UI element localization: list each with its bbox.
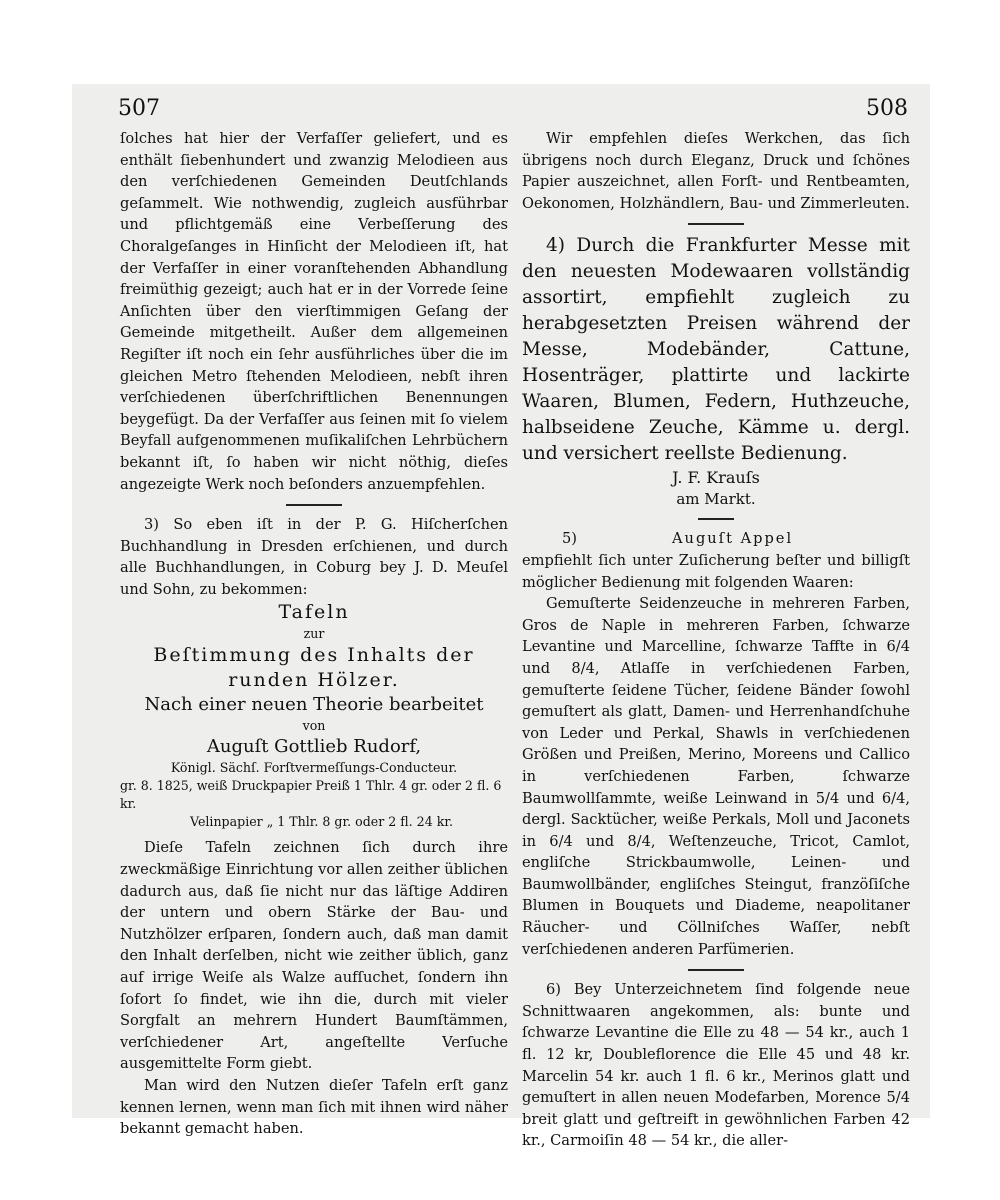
section-divider <box>286 504 342 506</box>
left-page-number: 507 <box>118 96 160 121</box>
ad4-text: 4) Durch die Frankfurter Messe mit den neuesten Modewaaren vollständig assortirt, empfiehlt zugleich zu herabgesetzten Preisen während der Messe, Modebänder, Cattune, Hosenträger, plattirte und lackirte Waaren, Blumen, Federn, Huthzeuche, halbseidene Zeuche, Kämme u. dergl. und versichert reellste Bedienung. <box>522 235 910 465</box>
ad3-lead: 3) So eben iſt in der P. G. Hiſcherſchen Buchhandlung in Dresden erſchienen, und durch alle Buchhandlungen, in Coburg bey J. D. Meuſel und Sohn, zu bekommen: <box>120 516 508 598</box>
ad3-body-paragraph-1: Dieſe Tafeln zeichnen ſich durch ihre zweckmäßige Einrichtung vor allen zeither üblichen dadurch aus, daß ſie nicht nur das läſtige Addiren der untern und obern Stärke der Bau- und Nutzhölzer erſparen, ſondern auch, daß man damit den Inhalt derſelben, nicht wie zeither üblich, ganz auf irrige Weiſe als Walze aufſuchet, ſondern ihn ſofort ſo findet, wie ihn die, durch mit vieler Sorgfalt an mehrern Hundert Baumſtämmen, verſchiedener Art, angeſtellte Verſuche ausgemittelte Form giebt. <box>120 839 508 1073</box>
ad4-location: am Markt. <box>676 490 756 509</box>
ad5-body: Gemuſterte Seidenzeuche in mehreren Farben, Gros de Naple in mehreren Farben, ſchwarze Levantine und Marcelline, ſchwarze Taffte in 6/4 und 8/4, Atlaſſe in verſchiedenen Farben, gemuſterte ſeidene Tücher, ſeidene Bänder ſowohl gemuſtert als glatt, Damen- und Herrenhandſchuhe von Leder und Perkal, Shawls in verſchiedenen Größen und Preißen, Merino, Moreens und Callico in verſchiedenen Farben, ſchwarze Baumwollſammte, weiße Leinwand in 5/4 und 6/4, dergl. Sacktücher, weiße Perkals, Moll und Jaconets in 6/4 und 8/4, Weſtenzeuche, Tricot, Camlot, engliſche Strickbaumwolle, Leinen- und Baumwollbänder, engliſches Steingut, franzöſiſche Blumen in Bouquets und Diademe, neapolitaner Räucher- und Cöllniſches Waſſer, nebſt verſchiedenen anderen Parfümerien. <box>522 595 910 958</box>
ad3-title: Tafeln <box>278 601 350 624</box>
left-intro-paragraph: ſolches hat hier der Verfaſſer geliefert, und es enthält ſiebenhundert und zwanzig Melodieen aus den verſchiedenen Gemeinden Deutſchlands geſammelt. Wie nothwendig, zugleich ausführbar und pflichtgemäß eine Verbeſſerung des Choralgeſanges in Hinſicht der Melodieen iſt, hat der Verfaſſer in einer voranſtehenden Abhandlung freimüthig gezeigt; auch hat er in der Vorrede ſeine Anſichten über den vierſtimmigen Geſang der Gemeinde mitgetheilt. Außer dem allgemeinen Regiſter iſt noch ein ſehr ausführliches über die im gleichen Metro ſtehenden Melodieen, nebſt ihren verſchiedenen überſchriftlichen Benennungen beygefügt. Da der Verfaſſer aus ſeinen mit ſo vielem Beyfall aufgenommenen muſikaliſchen Lehrbüchern bekannt iſt, ſo haben wir nicht nöthig, dieſes angezeigte Werk noch beſonders anzuempfehlen. <box>120 130 508 493</box>
left-column <box>120 128 508 1140</box>
right-intro-paragraph: Wir empfehlen dieſes Werkchen, das ſich übrigens noch durch Eleganz, Druck und ſchönes Papier auszeichnet, allen Forſt- und Rentbeamten, Oekonomen, Holzhändlern, Bau- und Zimmerleuten. <box>522 130 910 212</box>
ad3-author: Auguſt Gottlieb Rudorf, <box>206 736 422 758</box>
ad3-von: von <box>302 718 326 734</box>
ad5-name: Auguſt Appel <box>672 530 794 548</box>
ad5-lead: empfiehlt ſich unter Zuſicherung beſter und billigſt möglicher Bedienung mit folgenden Waaren: <box>522 551 910 591</box>
ad3-title-main: Beſtimmung des Inhalts der runden Hölzer. <box>153 644 475 692</box>
ad6-text: 6) Bey Unterzeichnetem ſind folgende neue Schnittwaaren angekommen, als: bunte und ſchwarze Levantine die Elle zu 48 — 54 kr., auch 1 fl. 12 kr, Doubleflorence die Elle 45 und 48 kr. Marcelin 54 kr. auch 1 fl. 6 kr., Merinos glatt und gemuſtert in allen neuen Modefarben, Morence 5/4 breit glatt und geſtreift in gewöhnlichen Farben 42 kr., Carmoiſin 48 — 54 kr., die aller- <box>522 981 910 1150</box>
right-page-number: 508 <box>866 96 908 121</box>
ad3-body-paragraph-2: Man wird den Nutzen dieſer Tafeln erſt ganz kennen lernen, wenn man ſich mit ihnen wird näher bekannt gemacht haben. <box>120 1077 508 1138</box>
ad3-subtitle: Nach einer neuen Theorie bearbeitet <box>144 694 484 716</box>
right-column <box>522 128 910 1152</box>
ad3-price-line-1: gr. 8. 1825, weiß Druckpapier Preiß 1 Thlr. 4 gr. oder 2 fl. 6 kr. <box>120 778 502 812</box>
section-divider <box>688 969 744 971</box>
ad5-number: 5) <box>562 530 577 548</box>
ad5-heading <box>522 528 910 550</box>
ad3-title-zur: zur <box>303 626 325 642</box>
section-divider <box>698 518 734 520</box>
ad4-signature: J. F. Krauſs <box>672 468 760 488</box>
ad3-price-line-2: Velinpapier „ 1 Thlr. 8 gr. oder 2 fl. 24 kr. <box>190 814 453 830</box>
section-divider <box>688 223 744 225</box>
ad3-author-role: Königl. Sächſ. Forſtvermeſſungs-Conducteur. <box>170 760 458 776</box>
